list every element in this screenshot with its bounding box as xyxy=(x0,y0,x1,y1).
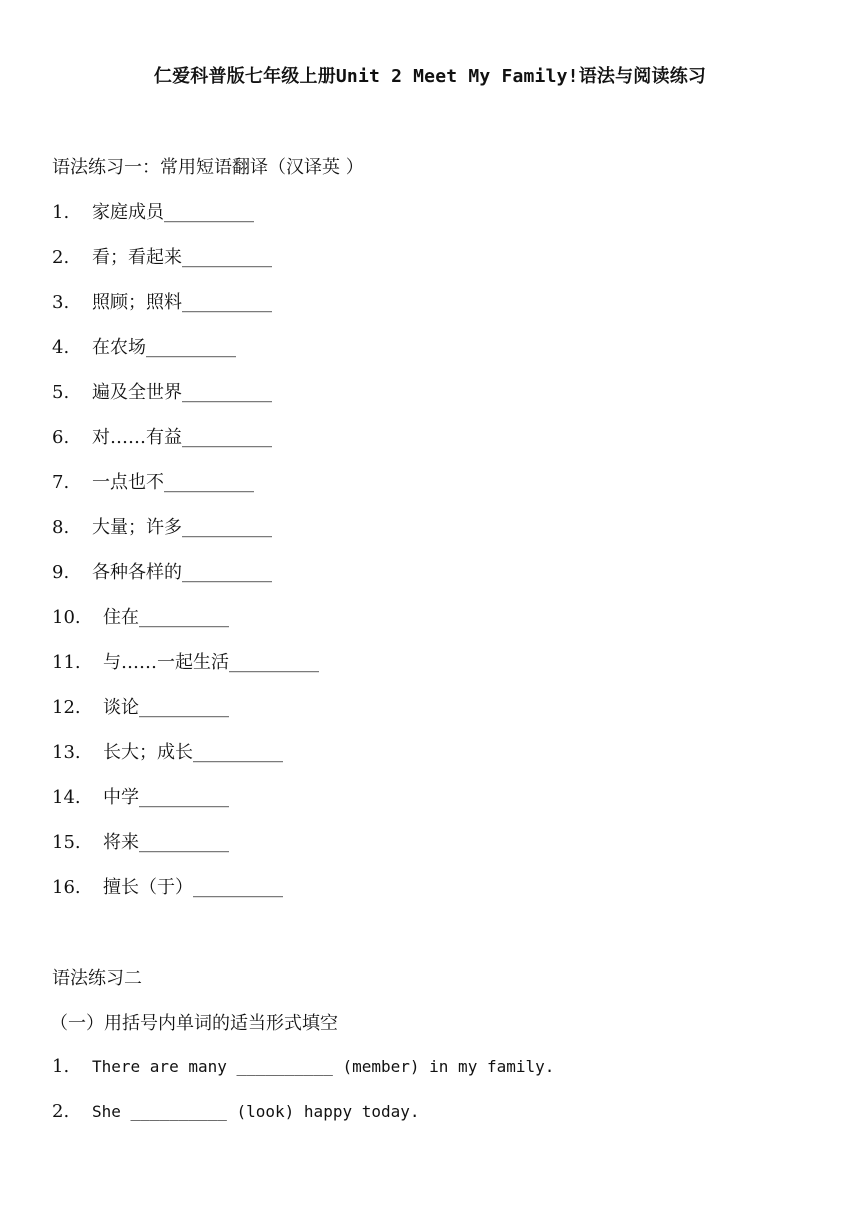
section2-heading: 语法练习二 xyxy=(52,968,142,989)
phrase-item: 12. 谈论__________ xyxy=(52,697,229,718)
answer-blank[interactable]: __________ xyxy=(182,382,272,403)
answer-blank[interactable]: __________ xyxy=(193,742,283,763)
phrase-item: 1. 家庭成员__________ xyxy=(52,202,254,223)
answer-blank[interactable]: __________ xyxy=(164,472,254,493)
answer-blank[interactable]: __________ xyxy=(182,517,272,538)
answer-blank[interactable]: __________ xyxy=(164,202,254,223)
phrase-item: 8. 大量；许多__________ xyxy=(52,517,272,538)
phrase-item: 9. 各种各样的__________ xyxy=(52,562,272,583)
answer-blank[interactable]: __________ xyxy=(182,292,272,313)
answer-blank[interactable]: __________ xyxy=(130,1102,227,1121)
phrase-item: 13. 长大；成长__________ xyxy=(52,742,283,763)
answer-blank[interactable]: __________ xyxy=(182,562,272,583)
fill-blank-item: 2. She __________ (look) happy today. xyxy=(52,1101,420,1122)
answer-blank[interactable]: __________ xyxy=(139,697,229,718)
phrase-item: 3. 照顾；照料__________ xyxy=(52,292,272,313)
phrase-item: 15. 将来__________ xyxy=(52,832,229,853)
section1-heading: 语法练习一：常用短语翻译（汉译英 ） xyxy=(52,157,364,178)
answer-blank[interactable]: __________ xyxy=(139,832,229,853)
phrase-item: 16. 擅长（于）__________ xyxy=(52,877,283,898)
answer-blank[interactable]: __________ xyxy=(182,247,272,268)
section2-subheading: （一）用括号内单词的适当形式填空 xyxy=(50,1013,338,1034)
phrase-item: 14. 中学__________ xyxy=(52,787,229,808)
phrase-item: 4. 在农场__________ xyxy=(52,337,236,358)
fill-blank-item: 1. There are many __________ (member) in my family. xyxy=(52,1056,555,1077)
answer-blank[interactable]: __________ xyxy=(139,607,229,628)
answer-blank[interactable]: __________ xyxy=(236,1057,333,1076)
phrase-item: 10. 住在__________ xyxy=(52,607,229,628)
answer-blank[interactable]: __________ xyxy=(229,652,319,673)
answer-blank[interactable]: __________ xyxy=(193,877,283,898)
phrase-item: 7. 一点也不__________ xyxy=(52,472,254,493)
phrase-item: 6. 对……有益__________ xyxy=(52,427,272,448)
answer-blank[interactable]: __________ xyxy=(146,337,236,358)
answer-blank[interactable]: __________ xyxy=(182,427,272,448)
phrase-item: 11. 与……一起生活__________ xyxy=(52,652,319,673)
answer-blank[interactable]: __________ xyxy=(139,787,229,808)
phrase-item: 2. 看；看起来__________ xyxy=(52,247,272,268)
phrase-item: 5. 遍及全世界__________ xyxy=(52,382,272,403)
document-title: 仁爱科普版七年级上册Unit 2 Meet My Family!语法与阅读练习 xyxy=(153,66,707,87)
